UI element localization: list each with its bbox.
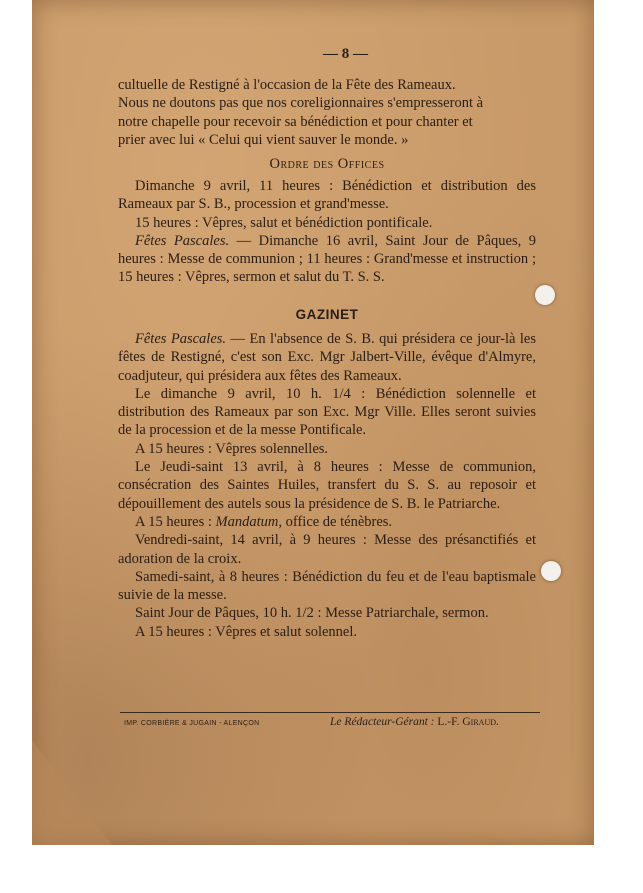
fetes-paragraph	[118, 232, 536, 287]
folded-corner	[32, 740, 112, 845]
mandatum-after: , office de ténèbres.	[278, 513, 393, 530]
ordre-heading: Ordre des Offices	[269, 156, 385, 172]
gazinet-paragraph: Vendredi-saint, 14 avril, à 9 heures : Messe des présanctifiés et adoration de la croix.	[118, 532, 536, 567]
intro-line: notre chapelle pour recevoir sa bénédiction et pour chanter et	[118, 113, 473, 130]
intro-line: Nous ne doutons pas que nos coreligionnaires s'empresseront à	[118, 95, 484, 112]
gazinet-paragraph: A 15 heures : Vêpres solennelles.	[135, 440, 329, 457]
printer-credit: IMP. CORBIÈRE & JUGAIN - ALENÇON	[124, 720, 260, 727]
gazinet-paragraph: A 15 heures : Vêpres et salut solennel.	[135, 623, 358, 640]
fetes-text: — Dimanche 16 avril, Saint Jour de Pâques, 9 heures : Messe de communion ; 11 heures : Grand'messe et instruction ; 15 heures : Vêpres, sermon et salut du T. S. S.	[118, 232, 536, 286]
editor-name: L.-F. Giraud.	[437, 716, 499, 728]
editor-credit	[330, 716, 499, 728]
punch-hole-top	[535, 285, 555, 305]
gazinet-paragraph: Le dimanche 9 avril, 10 h. 1/4 : Bénédiction solennelle et distribution des Rameaux par son Exc. Mgr Ville. Elles seront suivies de la procession et de la messe Pontificale.	[118, 385, 536, 439]
gazinet-intro-paragraph	[118, 330, 536, 385]
gazinet-block	[118, 330, 536, 641]
editor-label: Le Rédacteur-Gérant :	[330, 716, 435, 728]
section-title: GAZINET	[295, 307, 359, 322]
footer-rule	[120, 712, 540, 713]
gazinet-paragraph: Le Jeudi-saint 13 avril, à 8 heures : Messe de communion, consécration des Saintes Huiles, transfert du S. S. au reposoir et dépouillement des autels sous la présidence de S. B. le Patriarche.	[118, 459, 536, 512]
page-number: — 8 —	[323, 46, 368, 62]
punch-hole-bottom	[541, 561, 561, 581]
mandatum-before: A 15 heures :	[135, 513, 216, 530]
mandatum-paragraph	[118, 513, 536, 531]
intro-paragraph	[118, 76, 536, 149]
ordre-paragraph: Dimanche 9 avril, 11 heures : Bénédiction et distribution des Rameaux par S. B., procession et grand'messe.	[118, 178, 536, 213]
intro-line: prier avec lui « Celui qui vient sauver le monde. »	[118, 131, 409, 148]
gazinet-paragraph: Saint Jour de Pâques, 10 h. 1/2 : Messe Patriarchale, sermon.	[135, 605, 489, 622]
fetes-text: — En l'absence de S. B. qui présidera ce jour-là les fêtes de Restigné, c'est son Exc. Mgr Jalbert-Ville, évêque d'Almyre, coadjuteur, qui présidera aux fêtes des Rameaux.	[118, 331, 536, 384]
ordre-block	[118, 177, 536, 287]
fetes-label: Fêtes Pascales.	[135, 232, 230, 249]
fetes-label: Fêtes Pascales.	[135, 331, 227, 347]
gazinet-paragraph: Samedi-saint, à 8 heures : Bénédiction du feu et de l'eau baptismale suivie de la messe.	[118, 568, 536, 604]
mandatum-word: Mandatum	[215, 513, 279, 530]
ordre-paragraph: 15 heures : Vêpres, salut et bénédiction pontificale.	[135, 214, 433, 231]
intro-line: cultuelle de Restigné à l'occasion de la Fête des Rameaux.	[118, 77, 456, 93]
